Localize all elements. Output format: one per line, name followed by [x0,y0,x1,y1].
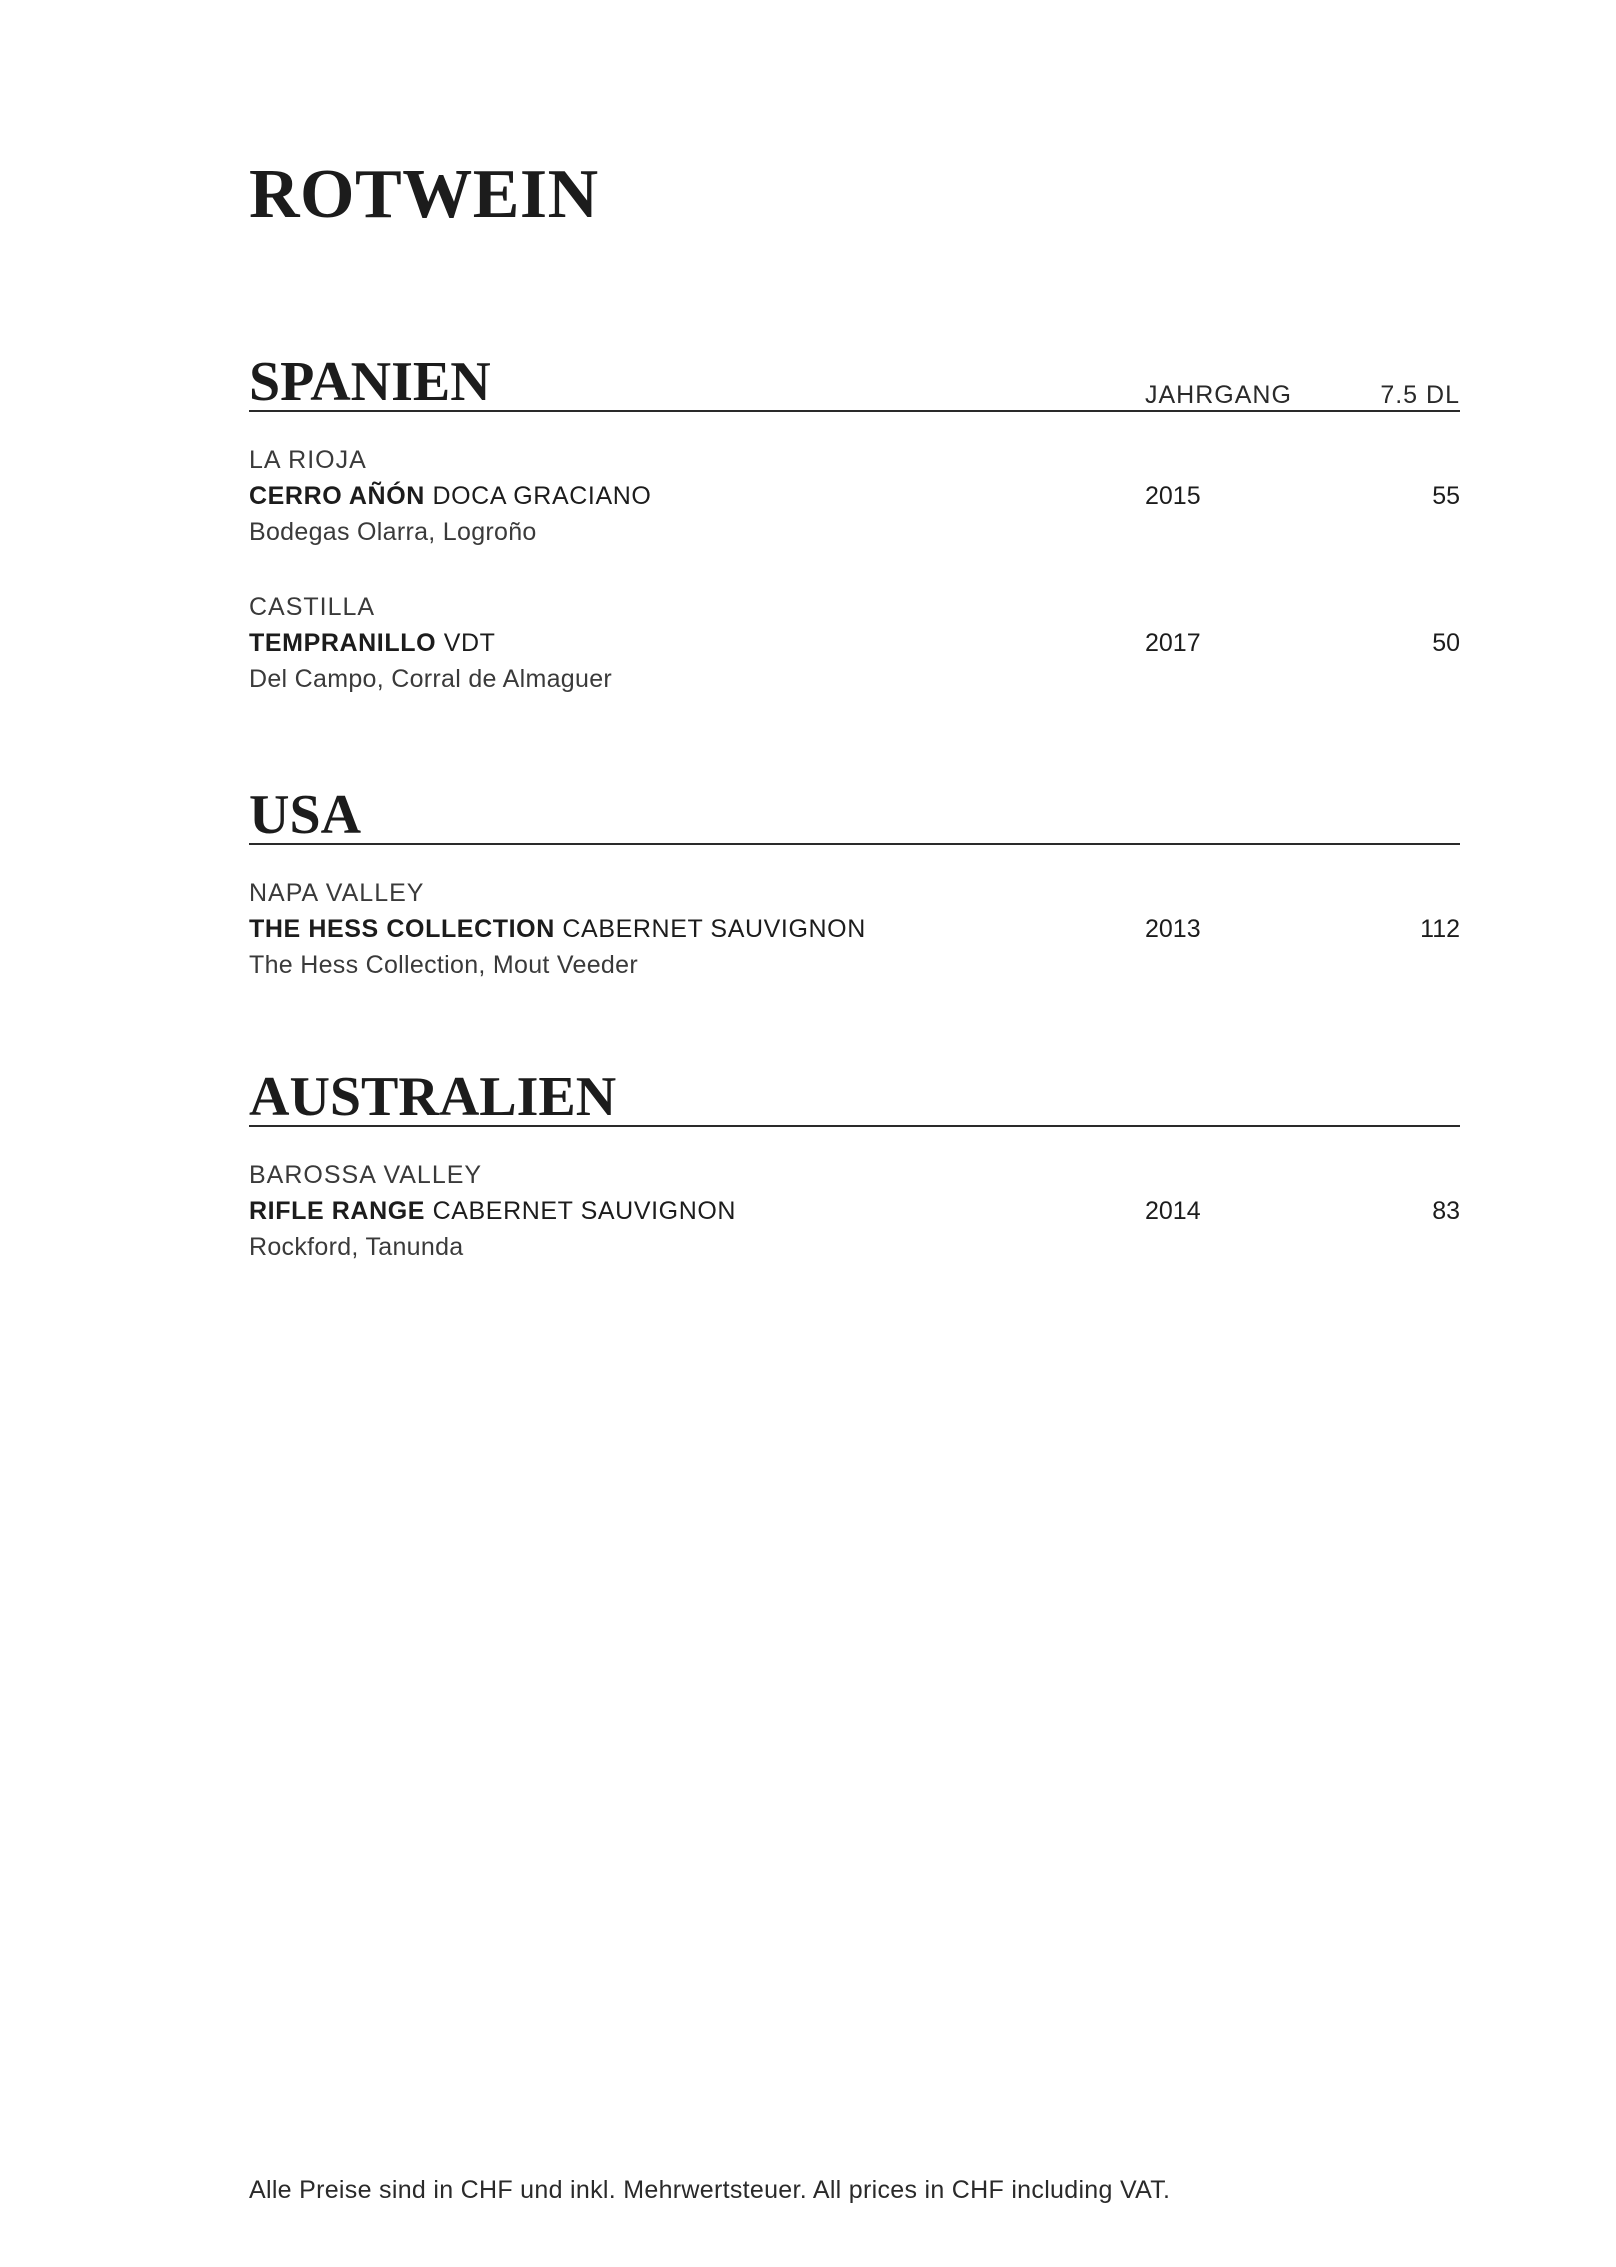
wine-entry [249,1160,1460,1270]
wine-name [249,628,496,658]
wine-price: 83 [1432,1197,1460,1225]
section-header [249,350,1460,412]
wine-price: 55 [1432,482,1460,510]
page-title: ROTWEIN [249,156,599,233]
wine-producer: Rockford, Tanunda [249,1233,464,1261]
wine-name-bold: RIFLE RANGE [249,1197,426,1225]
wine-vintage: 2015 [1145,482,1201,510]
wine-name [249,1196,736,1226]
wine-price: 112 [1420,915,1460,943]
wine-name-rest: VDT [436,629,496,657]
wine-region: NAPA VALLEY [249,879,425,907]
wine-name-bold: THE HESS COLLECTION [249,915,555,943]
section-usa [249,783,1460,988]
wine-name-rest: DOCA GRACIANO [424,482,652,510]
section-header [249,783,1460,845]
wine-entry [249,878,1460,988]
wine-price: 50 [1432,629,1460,657]
wine-producer: Bodegas Olarra, Logroño [249,518,537,546]
section-spanien [249,350,1460,702]
wine-name-rest: CABERNET SAUVIGNON [425,1197,737,1225]
wine-name-rest: CABERNET SAUVIGNON [554,915,866,943]
column-header-price: 7.5 DL [1380,381,1460,409]
section-title: SPANIEN [249,351,491,413]
wine-vintage: 2013 [1145,915,1201,943]
wine-region: LA RIOJA [249,446,367,474]
section-australien [249,1065,1460,1270]
wine-name [249,481,651,511]
wine-name [249,914,866,944]
column-header-vintage: JAHRGANG [1145,381,1292,409]
wine-name-bold: CERRO AÑÓN [249,482,425,510]
wine-vintage: 2014 [1145,1197,1201,1225]
section-title: AUSTRALIEN [249,1066,617,1128]
wine-entry [249,445,1460,555]
section-header [249,1065,1460,1127]
wine-entry [249,592,1460,702]
wine-name-bold: TEMPRANILLO [249,629,437,657]
wine-region: BAROSSA VALLEY [249,1161,483,1189]
wine-producer: Del Campo, Corral de Almaguer [249,665,613,693]
price-footnote: Alle Preise sind in CHF und inkl. Mehrwertsteuer. All prices in CHF including VAT. [249,2176,1171,2204]
wine-region: CASTILLA [249,593,376,621]
wine-producer: The Hess Collection, Mout Veeder [249,951,638,979]
section-title: USA [249,784,362,846]
wine-vintage: 2017 [1145,629,1201,657]
